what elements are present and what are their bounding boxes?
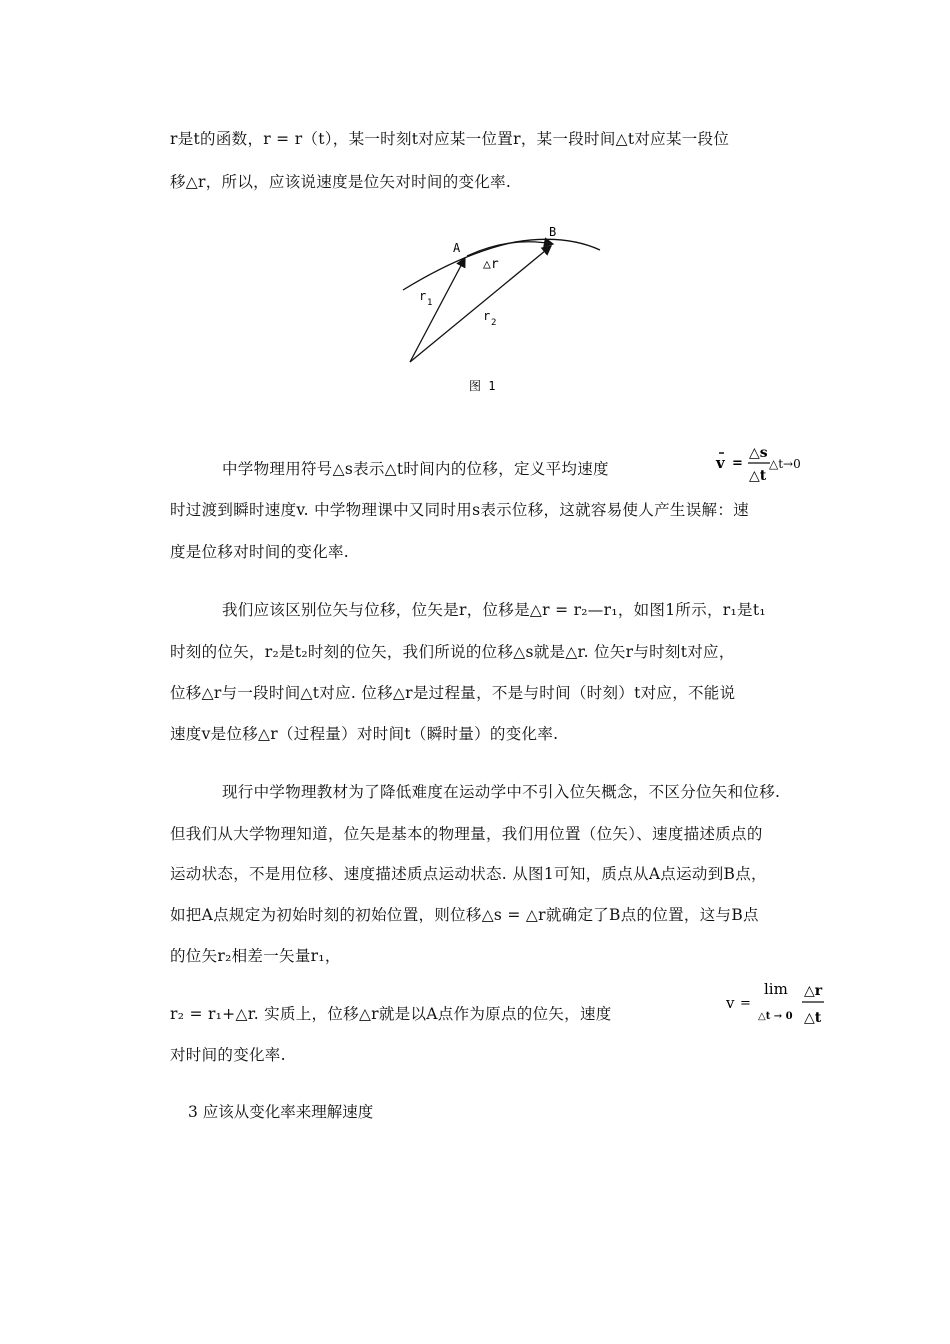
paragraph-line: 移△r，所以，应该说速度是位矢对时间的变化率. — [170, 173, 512, 191]
r1-vector — [410, 258, 465, 362]
label-a: A — [453, 241, 461, 255]
paragraph-line: 我们应该区别位矢与位移，位矢是r，位移是△r = r₂—r₁，如图1所示，r₁是t₁ — [222, 601, 766, 619]
paragraph-line: 如把A点规定为初始时刻的初始位置，则位移△s = △r就确定了B点的位置，这与B点 — [170, 906, 759, 924]
label-delta-r: △r — [483, 257, 499, 272]
paragraph-line: r是t的函数，r = r（t），某一时刻t对应某一位置r，某一段时间△t对应某一段位 — [170, 130, 730, 148]
paragraph-line: 现行中学物理教材为了降低难度在运动学中不引入位矢概念，不区分位矢和位移. — [222, 783, 781, 801]
section-heading: 3 应该从变化率来理解速度 — [188, 1103, 374, 1121]
formula1-eq: = — [732, 456, 743, 471]
label-r1: r — [419, 289, 427, 303]
label-r2: r — [483, 309, 491, 323]
paragraph-line: 中学物理用符号△s表示△t时间内的位移，定义平均速度 — [222, 460, 609, 478]
label-r2-sub: 2 — [491, 318, 497, 328]
paragraph-line: 时刻的位矢，r₂是t₂时刻的位矢，我们所说的位移△s就是△r. 位矢r与时刻t对应， — [170, 643, 735, 661]
paragraph-line: 但我们从大学物理知道，位矢是基本的物理量，我们用位置（位矢）、速度描述质点的 — [170, 825, 763, 843]
formula2-num: △r — [804, 983, 823, 999]
position-vector-diagram — [395, 222, 615, 397]
average-velocity-formula — [713, 444, 823, 496]
formula1-den: △t — [749, 468, 767, 484]
paragraph-line: 的位矢r₂相差一矢量r₁， — [170, 947, 341, 965]
formula2-den: △t — [804, 1010, 822, 1026]
formula2-cond: △t → 0 — [758, 1011, 793, 1022]
paragraph-line: r₂ = r₁+△r. 实质上，位移△r就是以A点作为原点的位矢，速度 — [170, 1005, 612, 1023]
paragraph-line: 位移△r与一段时间△t对应. 位移△r是过程量，不是与时间（时刻）t对应，不能说 — [170, 684, 736, 702]
label-b: B — [549, 225, 557, 239]
paragraph-line: 度是位移对时间的变化率. — [170, 543, 350, 561]
paragraph-line: 运动状态，不是用位移、速度描述质点运动状态. 从图1可知，质点从A点运动到B点， — [170, 865, 767, 883]
formula1-tail: △t→0 — [769, 457, 801, 471]
paragraph-line: 时过渡到瞬时速度v. 中学物理课中又同时用s表示位移，这就容易使人产生误解：速 — [170, 501, 749, 519]
paragraph-line: 速度v是位移△r（过程量）对时间t（瞬时量）的变化率. — [170, 725, 559, 743]
formula1-num: △s — [749, 445, 768, 461]
instantaneous-velocity-formula — [722, 978, 832, 1034]
label-r1-sub: 1 — [427, 298, 433, 308]
trajectory-curve — [403, 239, 600, 290]
figure-caption: 图 1 — [469, 379, 496, 393]
formula1-lhs: v — [716, 454, 725, 472]
figure-1 — [395, 222, 615, 401]
formula2-lhs: v — [726, 994, 735, 1012]
paragraph-line: 对时间的变化率. — [170, 1046, 286, 1064]
formula2-eq: = — [740, 996, 751, 1011]
delta-r-vector — [467, 242, 553, 256]
formula2-lim: lim — [764, 980, 788, 998]
